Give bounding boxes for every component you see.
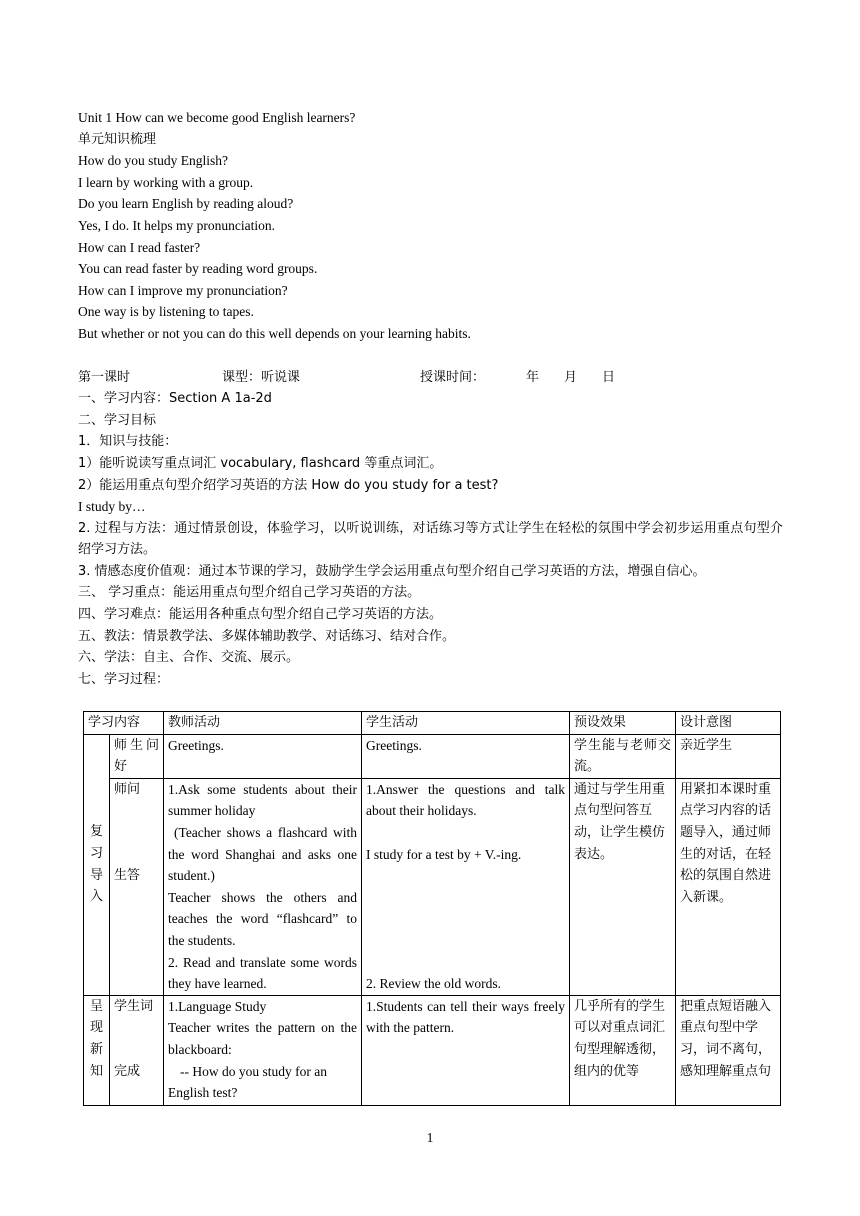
student-cell <box>362 778 570 995</box>
page-number: 1 <box>426 1130 434 1145</box>
teacher-cell <box>164 995 362 1105</box>
lesson-number: 第一课时 <box>78 369 131 385</box>
teacher-cell: Greetings. <box>164 734 362 778</box>
stage-cell: 呈现新知 <box>84 995 110 1105</box>
student-step: I study for a test by + V.-ing. <box>366 846 522 862</box>
sub-cell <box>110 995 164 1105</box>
table-row <box>84 734 781 778</box>
sub-cell: 师生问好 <box>110 734 164 778</box>
lesson-meta <box>78 367 783 389</box>
lesson-time-label: 授课时间： <box>420 369 486 385</box>
text-line: Yes, I do. It helps my pronunciation. <box>78 217 275 233</box>
header-effect: 预设效果 <box>570 712 676 735</box>
objective-item: I study by… <box>78 499 146 515</box>
sub-cell <box>110 778 164 995</box>
student-cell: 1.Students can tell their ways freely with the pattern. <box>362 995 570 1105</box>
sub-label: 师问 <box>114 781 141 797</box>
text-line: You can read faster by reading word groups. <box>78 261 318 277</box>
sub-label: 生答 <box>114 868 141 884</box>
header-student: 学生活动 <box>362 712 570 735</box>
table-header-row <box>84 712 781 735</box>
sub-label: 学生词 <box>114 998 154 1014</box>
text-line: Do you learn English by reading aloud? <box>78 196 294 212</box>
teacher-step: Teacher shows the others and teaches the word “flashcard” to the students. <box>168 889 358 948</box>
objective-knowledge: 1．知识与技能： <box>78 434 178 450</box>
effect-cell: 通过与学生用重点句型问答互动，让学生模仿表达。 <box>570 778 676 995</box>
lesson-plan-table <box>83 711 781 1106</box>
teacher-step: 1.Ask some students about their summer holiday <box>168 781 358 819</box>
section-process: 七、学习过程： <box>78 671 170 687</box>
document-body <box>78 107 783 690</box>
section-learning-methods: 六、学法：自主、合作、交流、展示。 <box>78 650 300 666</box>
sub-label: 完成 <box>114 1063 141 1079</box>
teacher-step: -- How do you study for an English test? <box>168 1063 327 1101</box>
objective-process: 2. 过程与方法：通过情景创设，体验学习，以听说训练，对话练习等方式让学生在轻松的氛围中学会初步运用重点句型介绍学习方法。 <box>78 520 783 558</box>
unit-summary-heading: 单元知识梳理 <box>78 131 157 147</box>
student-step: 2. Review the old words. <box>366 976 501 992</box>
unit-title: Unit 1 How can we become good English learners? <box>78 110 356 125</box>
stage-cell: 复习导入 <box>84 734 110 995</box>
section-difficulties: 四、学习难点：能运用各种重点句型介绍自己学习英语的方法。 <box>78 607 443 623</box>
lesson-year: 年 <box>526 369 540 385</box>
section-key-points: 三、 学习重点：能运用重点句型介绍自己学习英语的方法。 <box>78 585 421 601</box>
objective-attitude: 3. 情感态度价值观：通过本节课的学习，鼓励学生学会运用重点句型介绍自己学习英语的方法，增强自信心。 <box>78 563 706 579</box>
text-line: But whether or not you can do this well depends on your learning habits. <box>78 325 471 341</box>
lesson-month: 月 <box>564 369 578 385</box>
teacher-step: Teacher writes the pattern on the blackboard: <box>168 1020 358 1057</box>
text-line: How can I read faster? <box>78 239 201 255</box>
student-cell: Greetings. <box>362 734 570 778</box>
header-teacher: 教师活动 <box>164 712 362 735</box>
teacher-cell <box>164 778 362 995</box>
teacher-step: (Teacher shows a flashcard with the word Shanghai and asks one student.) <box>168 824 358 884</box>
section-content: 一、学习内容：Section A 1a-2d <box>78 391 272 407</box>
objective-item: 2）能运用重点句型介绍学习英语的方法 How do you study for a test? <box>78 477 499 493</box>
intent-cell: 把重点短语融入重点句型中学习，词不离句，感知理解重点句 <box>676 995 781 1105</box>
header-content: 学习内容 <box>84 712 164 735</box>
table-row <box>84 778 781 995</box>
teacher-step: 2. Read and translate some words they have learned. <box>168 954 358 992</box>
text-line: How can I improve my pronunciation? <box>78 282 288 298</box>
text-line: I learn by working with a group. <box>78 174 254 190</box>
header-intent: 设计意图 <box>676 712 781 735</box>
text-line: How do you study English? <box>78 153 228 169</box>
intent-cell: 用紧扣本课时重点学习内容的话题导入，通过师生的对话，在轻松的氛围自然进入新课。 <box>676 778 781 995</box>
effect-cell: 学生能与老师交流。 <box>570 734 676 778</box>
teacher-step: 1.Language Study <box>168 998 267 1014</box>
lesson-day: 日 <box>602 369 616 385</box>
table-row <box>84 995 781 1105</box>
student-step: 1.Answer the questions and talk about their holidays. <box>366 781 566 819</box>
section-objectives: 二、学习目标 <box>78 412 157 428</box>
objective-item: 1）能听说读写重点词汇 vocabulary, flashcard 等重点词汇。 <box>78 455 443 471</box>
section-teaching-methods: 五、教法：情景教学法、多媒体辅助教学、对话练习、结对合作。 <box>78 628 456 644</box>
lesson-type: 课型：听说课 <box>222 369 301 385</box>
intent-cell: 亲近学生 <box>676 734 781 778</box>
effect-cell: 几乎所有的学生可以对重点词汇句型理解透彻，组内的优等 <box>570 995 676 1105</box>
text-line: One way is by listening to tapes. <box>78 304 254 320</box>
